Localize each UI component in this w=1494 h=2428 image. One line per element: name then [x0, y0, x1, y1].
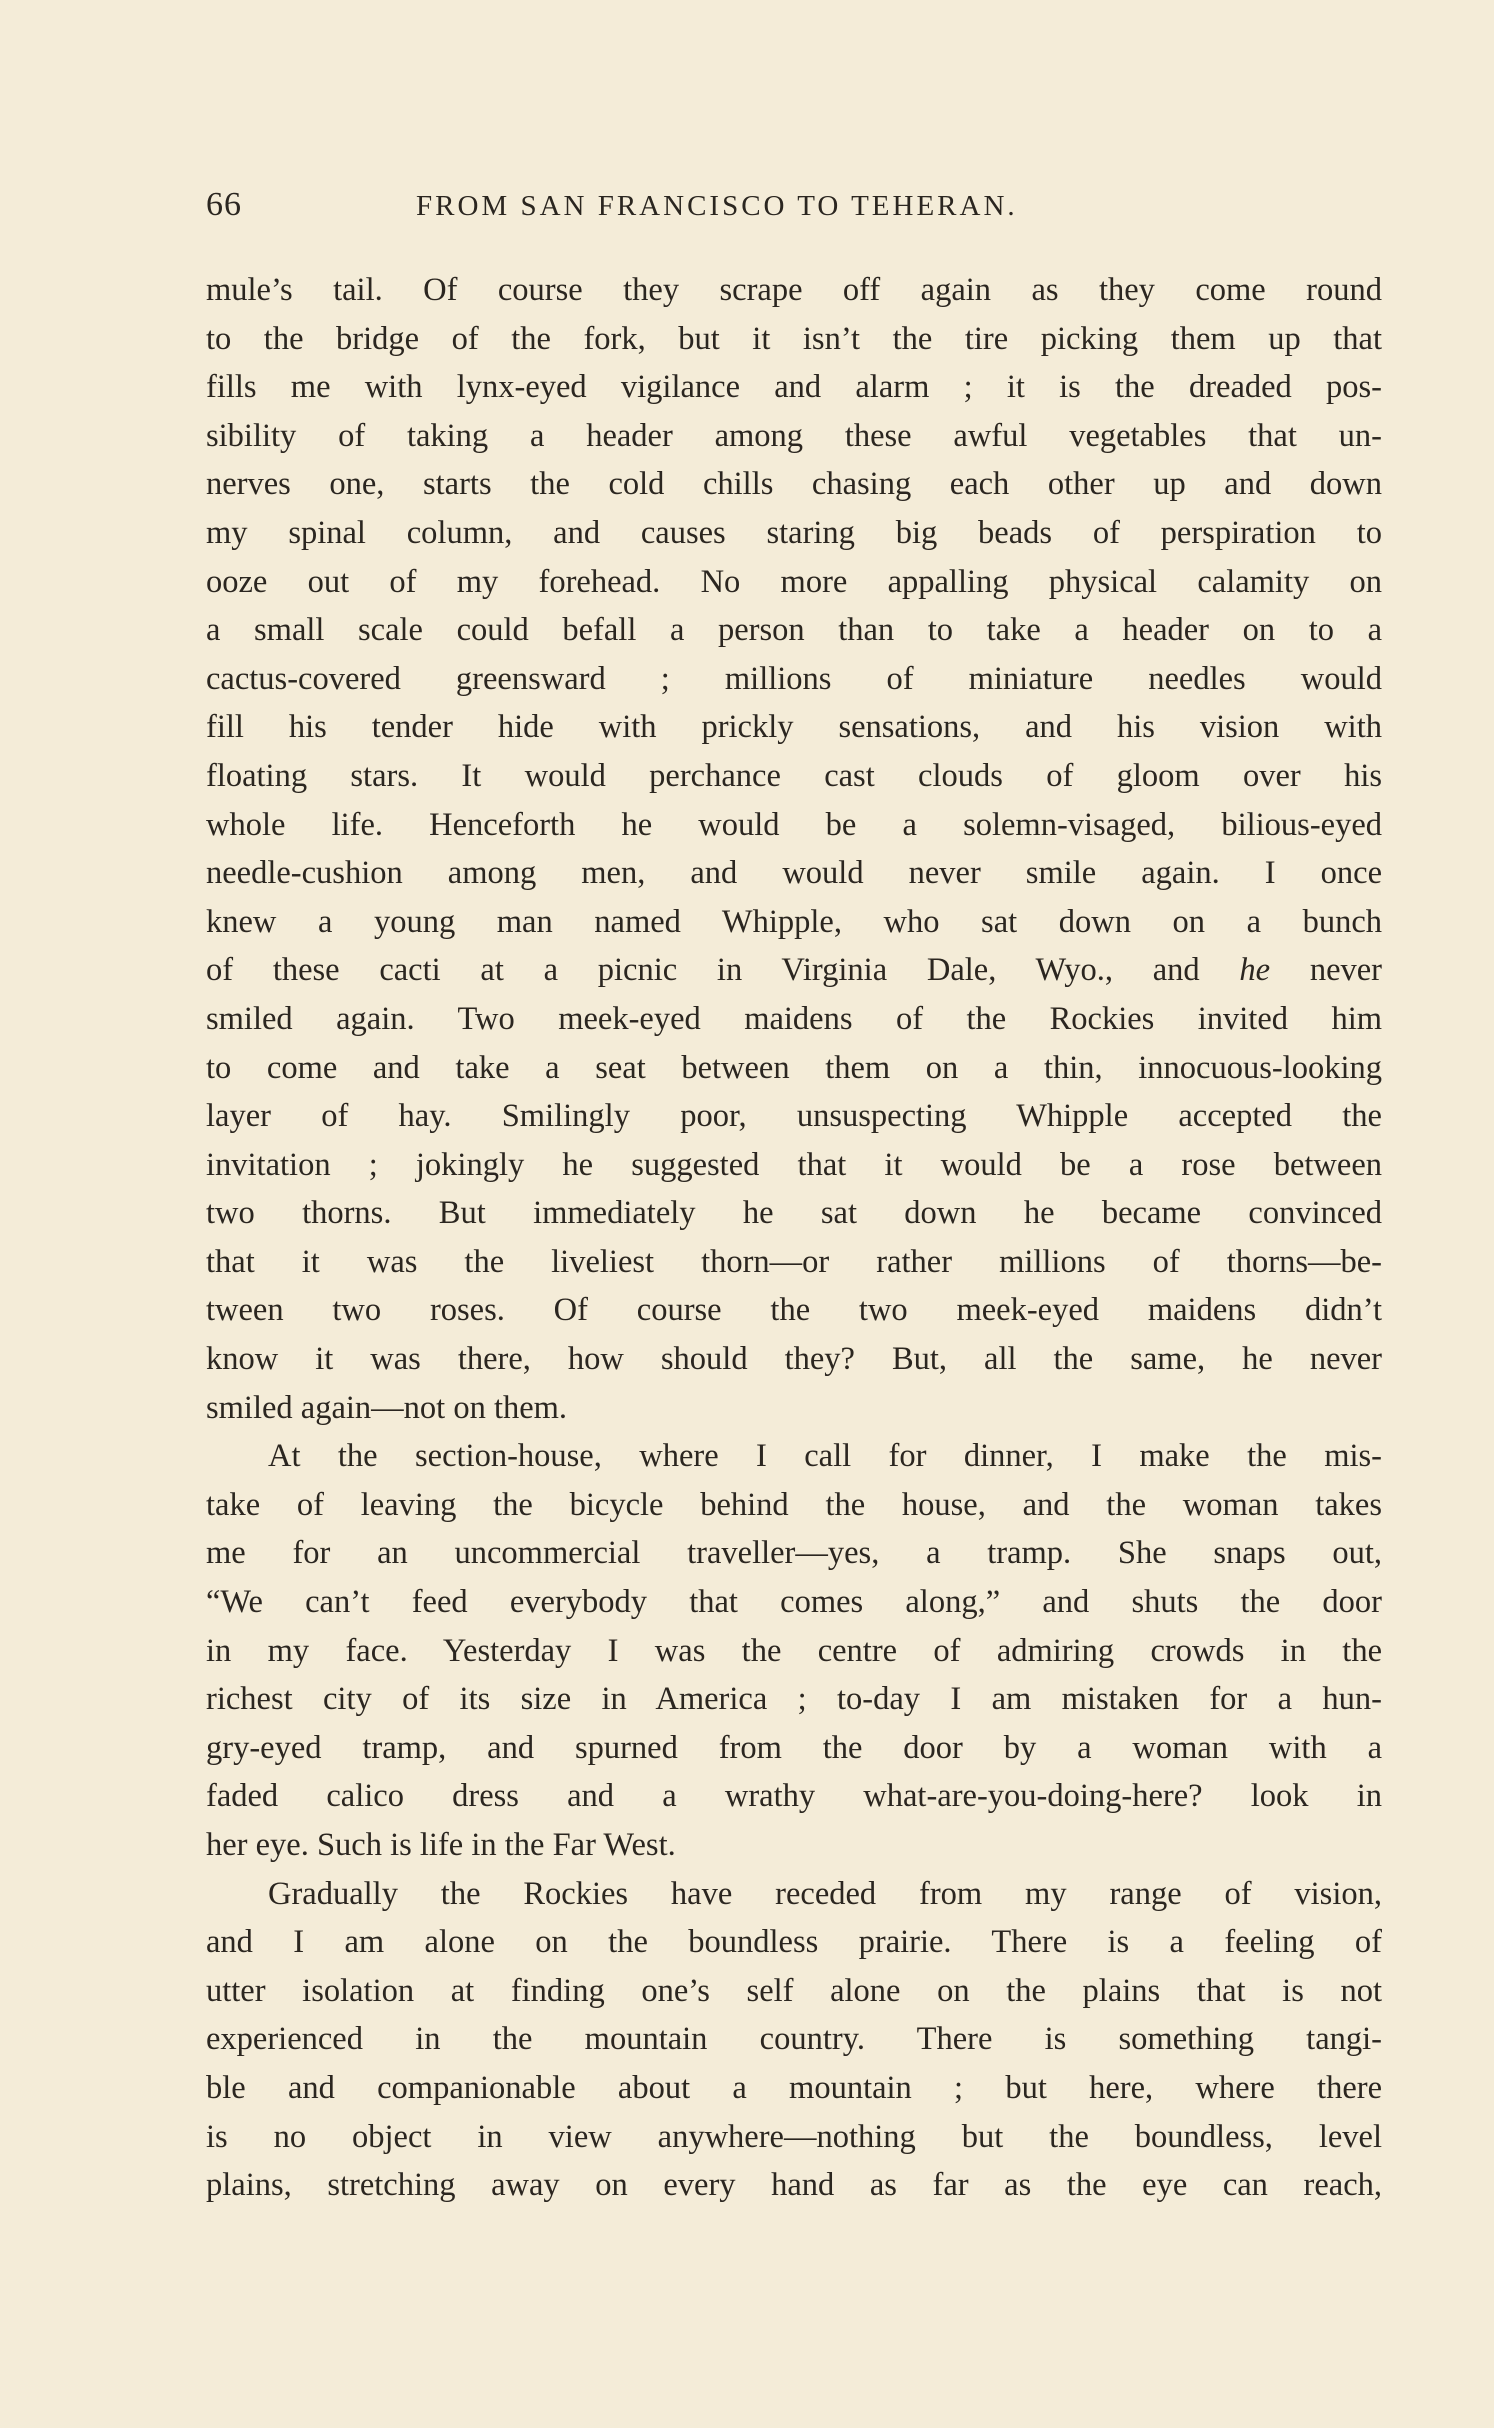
text-line-content: my spinal column, and causes staring big beads of perspiration to [206, 514, 1382, 551]
text-line-content: plains, stretching away on every hand as far as the eye can reach, [206, 2167, 1382, 2204]
text-line [206, 460, 1382, 509]
text-line-content: to the bridge of the fork, but it isn’t the tire picking them up that [206, 320, 1382, 357]
text-line-content: two thorns. But immediately he sat down he became convinced [206, 1195, 1382, 1232]
text-line-content: whole life. Henceforth he would be a solemn-visaged, bilious-eyed [206, 806, 1382, 843]
text-line [206, 1044, 1382, 1093]
text-line [206, 1335, 1382, 1384]
text-line-content: smiled again. Two meek-eyed maidens of the Rockies invited him [206, 1000, 1382, 1037]
text-line-content: fill his tender hide with prickly sensations, and his vision with [206, 709, 1382, 746]
text-line [206, 1821, 1382, 1870]
text-line [206, 1238, 1382, 1287]
text-line-content: tween two roses. Of course the two meek-eyed maidens didn’t [206, 1292, 1382, 1329]
text-line-content: layer of hay. Smilingly poor, unsuspecting Whipple accepted the [206, 1098, 1382, 1135]
text-line-content: of these cacti at a picnic in Virginia Dale, Wyo., and [206, 952, 1200, 989]
running-head: FROM SAN FRANCISCO TO TEHERAN. [416, 190, 1018, 222]
text-line-content: ooze out of my forehead. No more appalling physical calamity on [206, 563, 1382, 600]
text-line [206, 1141, 1382, 1190]
text-line [206, 2064, 1382, 2113]
text-line-content: take of leaving the bicycle behind the house, and the woman takes [206, 1486, 1382, 1523]
text-line-content: me for an uncommercial traveller—yes, a tramp. She snaps out, [206, 1535, 1382, 1572]
text-line-content: floating stars. It would perchance cast clouds of gloom over his [206, 757, 1382, 794]
text-line [206, 363, 1382, 412]
text-line [206, 1529, 1382, 1578]
text-line [206, 752, 1382, 801]
text-line-content: faded calico dress and a wrathy what-are-you-doing-here? look in [206, 1778, 1382, 1815]
text-line [206, 1286, 1382, 1335]
text-line [206, 1627, 1382, 1676]
text-line-content: fills me with lynx-eyed vigilance and alarm ; it is the dreaded pos- [206, 369, 1382, 406]
text-line-content: invitation ; jokingly he suggested that it would be a rose between [206, 1146, 1382, 1183]
text-line-content: to come and take a seat between them on a thin, innocuous-looking [206, 1049, 1382, 1086]
text-line-content: mule’s tail. Of course they scrape off again as they come round [206, 272, 1382, 308]
text-line [206, 1189, 1382, 1238]
text-line-content: cactus-covered greensward ; millions of miniature needles would [206, 660, 1382, 697]
text-line-content: smiled again—not on them. [206, 1389, 568, 1426]
page-number: 66 [206, 186, 242, 223]
text-line-content: experienced in the mountain country. There is something tangi- [206, 2021, 1382, 2058]
text-line [206, 2015, 1382, 2064]
text-line [206, 898, 1382, 947]
text-line [206, 849, 1382, 898]
text-line [206, 1481, 1382, 1530]
text-line [206, 1092, 1382, 1141]
text-line-content: a small scale could befall a person than to take a header on to a [206, 612, 1382, 649]
text-line-content: and I am alone on the boundless prairie. There is a feeling of [206, 1924, 1382, 1961]
text-line [206, 801, 1382, 850]
text-line-content: knew a young man named Whipple, who sat down on a bunch [206, 903, 1382, 940]
body-text [206, 266, 1382, 2210]
text-line [206, 1724, 1382, 1773]
text-line [206, 1432, 1382, 1481]
text-line-content: utter isolation at finding one’s self alone on the plains that is not [206, 1972, 1382, 2009]
text-line-content: needle-cushion among men, and would never smile again. I once [206, 855, 1382, 892]
text-line-content: “We can’t feed everybody that comes along,” and shuts the door [206, 1584, 1382, 1621]
text-line [206, 412, 1382, 461]
text-line [206, 1384, 1382, 1433]
text-line [206, 509, 1382, 558]
text-line [206, 655, 1382, 704]
text-line-content: know it was there, how should they? But, all the same, he never [206, 1341, 1382, 1378]
text-line-content: that it was the liveliest thorn—or rather millions of thorns—be- [206, 1243, 1382, 1280]
text-line [206, 1967, 1382, 2016]
text-line-content: her eye. Such is life in the Far West. [206, 1827, 676, 1863]
text-line [206, 1578, 1382, 1627]
page-header [206, 186, 1382, 236]
text-line-content: is no object in view anywhere—nothing but the boundless, level [206, 2118, 1382, 2155]
text-line [206, 946, 1382, 995]
text-line [206, 2161, 1382, 2210]
text-line-rest: never [1270, 952, 1382, 989]
text-line-content: At the section-house, where I call for dinner, I make the mis- [268, 1438, 1382, 1475]
italic-word: he [1239, 952, 1271, 989]
text-line-content: richest city of its size in America ; to-day I am mistaken for a hun- [206, 1681, 1382, 1718]
text-line [206, 606, 1382, 655]
text-line [206, 315, 1382, 364]
text-line [206, 1870, 1382, 1919]
text-line [206, 703, 1382, 752]
text-line-content: gry-eyed tramp, and spurned from the door by a woman with a [206, 1729, 1382, 1766]
text-line [206, 1675, 1382, 1724]
text-line [206, 2113, 1382, 2162]
text-line [206, 1918, 1382, 1967]
text-line [206, 1772, 1382, 1821]
text-line [206, 558, 1382, 607]
text-line-content: Gradually the Rockies have receded from my range of vision, [268, 1875, 1382, 1912]
text-line-content: ble and companionable about a mountain ; but here, where there [206, 2069, 1382, 2106]
text-line [206, 995, 1382, 1044]
text-line [206, 266, 1382, 315]
text-line-content: in my face. Yesterday I was the centre of admiring crowds in the [206, 1632, 1382, 1669]
text-line-content: nerves one, starts the cold chills chasing each other up and down [206, 466, 1382, 503]
text-line-content: sibility of taking a header among these awful vegetables that un- [206, 417, 1382, 454]
